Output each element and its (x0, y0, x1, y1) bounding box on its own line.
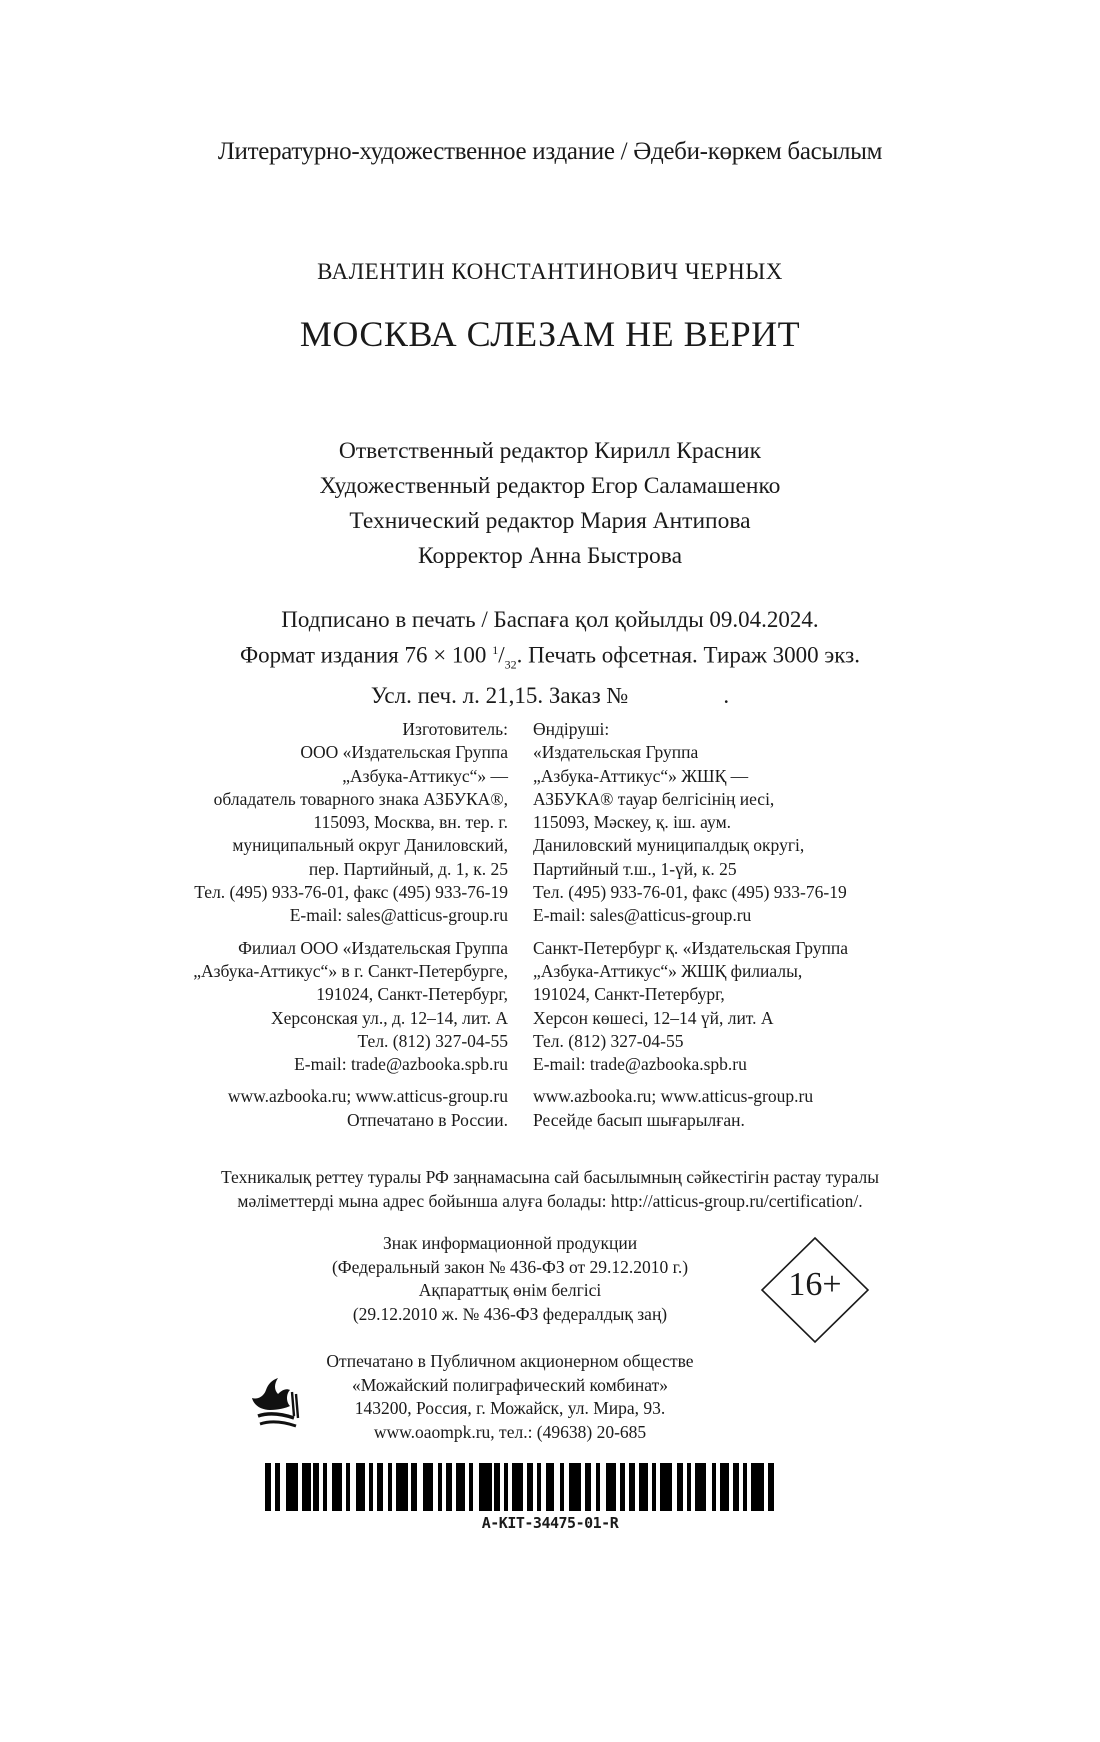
credit-line: Технический редактор Мария Антипова (349, 508, 751, 534)
text-line: Филиал ООО «Издательская Группа (238, 937, 508, 958)
manufacturer-kz (533, 718, 848, 1132)
email-line: E-mail: trade@azbooka.spb.ru (294, 1054, 508, 1075)
text-line: „Азбука-Аттикус“» в г. Санкт-Петербурге, (193, 960, 508, 981)
text-line: ООО «Издательская Группа (300, 742, 508, 763)
sheets-text: Усл. печ. л. 21,15. Заказ № (370, 683, 629, 709)
text-line: пер. Партийный, д. 1, к. 25 (308, 858, 508, 879)
text-line: Партийный т.ш., 1-үй, к. 25 (533, 858, 737, 879)
text-line: 191024, Санкт-Петербург, (533, 984, 725, 1005)
website-line: www.azbooka.ru; www.atticus-group.ru (533, 1086, 814, 1107)
text-line: Отпечатано в России. (347, 1109, 508, 1130)
text-line: Отпечатано в Публичном акционерном обществе (326, 1351, 694, 1371)
text-line: мәліметтерді мына адрес бойынша алуға болады: http://atticus-group.ru/certification/. (237, 1190, 863, 1211)
credit-line: Ответственный редактор Кирилл Красник (338, 438, 762, 464)
text-line: Знак информационной продукции (382, 1233, 638, 1253)
barcode-label: A-KIT-34475-01-R (481, 1514, 619, 1532)
email-line: E-mail: sales@atticus-group.ru (289, 905, 508, 926)
text-line: Херсон көшесі, 12–14 үй, лит. А (533, 1007, 774, 1028)
barcode-icon (265, 1463, 775, 1511)
signed-date: Подписано в печать / Баспаға қол қойылды 09.04.2024. (281, 607, 819, 632)
manufacturer-kz-web (533, 1085, 848, 1132)
text-line: „Азбука-Аттикус“» — (342, 765, 508, 786)
text-line: 115093, Мәскеу, қ. іш. аум. (533, 812, 732, 833)
tech-regulation-note (0, 1166, 1100, 1213)
format-line (0, 635, 1100, 680)
text-line: „Азбука-Аттикус“» ЖШҚ филиалы, (533, 960, 803, 981)
email-line: E-mail: sales@atticus-group.ru (533, 905, 752, 926)
format-slash: / (498, 642, 505, 668)
author-name: ВАЛЕНТИН КОНСТАНТИНОВИЧ ЧЕРНЫХ (317, 259, 783, 284)
manufacturer-ru-web (193, 1085, 508, 1132)
text-line: 191024, Санкт-Петербург, (316, 984, 508, 1005)
series-line: Литературно-художественное издание / Әдеби-көркем басылым (217, 138, 883, 165)
text-line: (29.12.2010 ж. № 436-ФЗ федералдық заң) (352, 1303, 668, 1324)
manufacturer-ru-branch (193, 937, 508, 1077)
credit-line: Корректор Анна Быстрова (417, 543, 683, 569)
text-line: Тел. (495) 933-76-01, факс (495) 933-76-19 (194, 882, 508, 903)
text-line: «Можайский полиграфический комбинат» (352, 1374, 668, 1395)
info-product-sign (250, 1232, 770, 1326)
manufacturer-kz-main (533, 718, 848, 928)
book-title: МОСКВА СЛЕЗАМ НЕ ВЕРИТ (299, 314, 801, 354)
text-line: www.oaompk.ru, тел.: (49638) 20-685 (373, 1421, 647, 1442)
text-line: Ресейде басып шығарылған. (533, 1109, 745, 1130)
format-suffix: . Печать офсетная. Тираж 3000 экз. (516, 642, 861, 668)
manufacturer-ru-main (193, 718, 508, 928)
manufacturer-kz-branch (533, 937, 848, 1077)
order-end: . (723, 683, 730, 709)
text-line: 143200, Россия, г. Можайск, ул. Мира, 93. (354, 1398, 666, 1418)
text-line: Тел. (812) 327-04-55 (357, 1030, 508, 1051)
credit-line: Художественный редактор Егор Саламашенко (319, 473, 781, 499)
text-line: «Издательская Группа (533, 742, 699, 763)
sheets-order-line (0, 680, 1100, 711)
text-line: Тел. (495) 933-76-01, факс (495) 933-76-19 (533, 882, 847, 903)
text-line: Санкт-Петербург қ. «Издательская Группа (533, 937, 848, 958)
text-line: муниципальный округ Даниловский, (232, 835, 508, 856)
format-numerator: 1 (492, 643, 499, 657)
credits (0, 434, 1100, 574)
printer-info (270, 1350, 750, 1444)
format-denominator: 32 (504, 657, 517, 672)
print-info (0, 604, 1100, 711)
text-line: 115093, Москва, вн. тер. г. (313, 812, 508, 833)
text-line: (Федеральный закон № 436-ФЗ от 29.12.2010 г.) (331, 1256, 689, 1277)
age-rating: 16+ (788, 1266, 842, 1303)
text-line: Техникалық реттеу туралы РФ заңнамасына сай басылымның сәйкестігін растау туралы (221, 1167, 879, 1187)
format-prefix: Формат издания 76 × 100 (239, 642, 493, 668)
text-line: Херсонская ул., д. 12–14, лит. А (270, 1007, 508, 1028)
text-line: Өндіруші: (533, 719, 610, 739)
text-line: АЗБУКА® тауар белгісінің иесі, (533, 788, 775, 809)
text-line: обладатель товарного знака АЗБУКА®, (213, 788, 508, 809)
text-line: Ақпараттық өнім белгісі (418, 1280, 602, 1300)
text-line: „Азбука-Аттикус“» ЖШҚ — (533, 765, 749, 786)
text-line: Изготовитель: (402, 719, 508, 739)
email-line: E-mail: trade@azbooka.spb.ru (533, 1054, 747, 1075)
text-line: Даниловский муниципалдық округі, (533, 835, 805, 856)
text-line: Тел. (812) 327-04-55 (533, 1030, 684, 1051)
website-line: www.azbooka.ru; www.atticus-group.ru (227, 1086, 508, 1107)
manufacturer-ru (193, 718, 508, 1132)
